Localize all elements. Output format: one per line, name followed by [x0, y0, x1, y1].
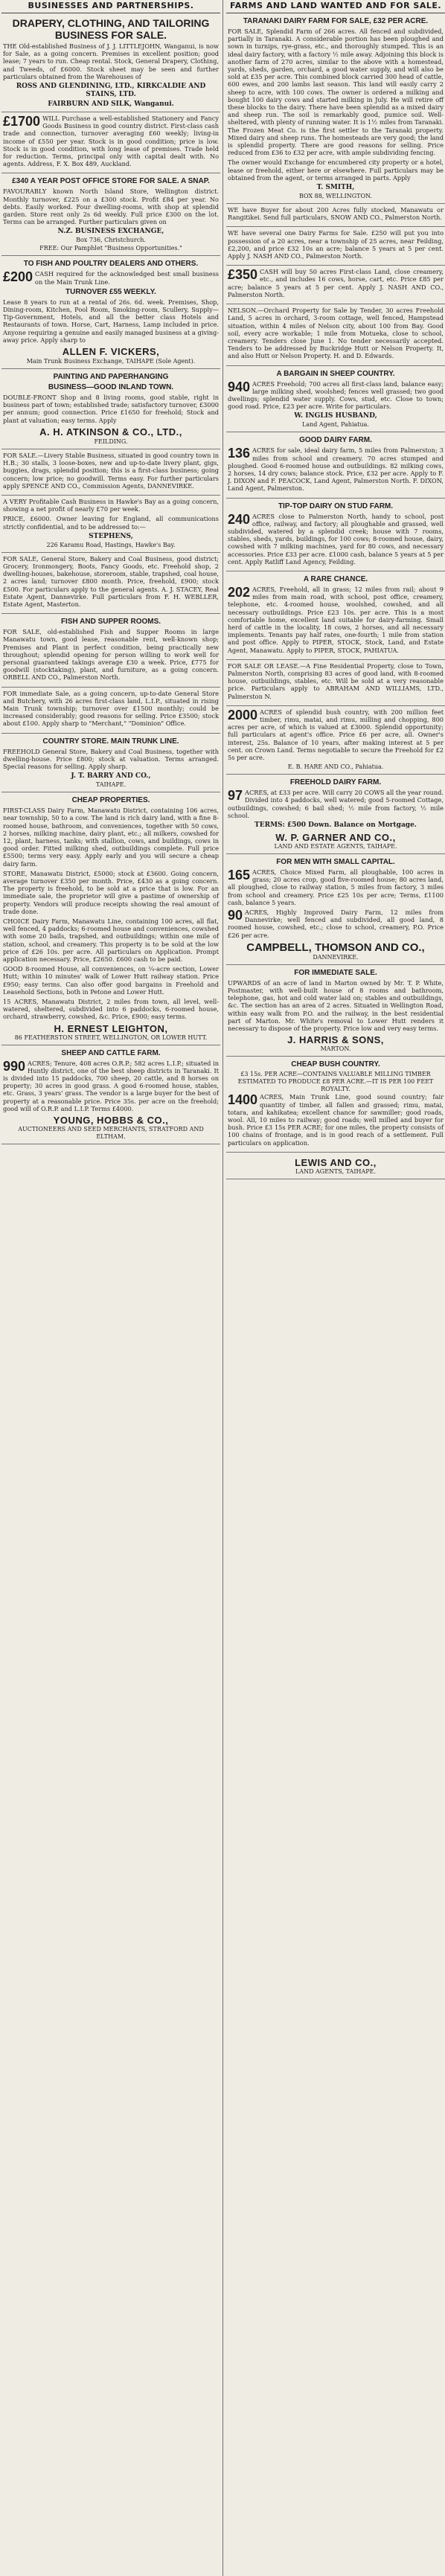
ad-title: GOOD DAIRY FARM.	[299, 436, 372, 445]
ad-drapery	[1, 13, 220, 112]
ad-body: UPWARDS of an acre of land in Marton owned by Mr. T. P. White, Postmaster, with well-built house of 8 rooms and bathroom, telephone, gas, hot and cold water laid on; stables and outbuildings, &c. The section has an area of 2 acres. Situated in Wellington Road, within easy walk from P.O. and the railway, in the best residential part of Marton. Mr. White's removal to Lower Hutt renders it necessary to dispose of the property. Price low and very easy terms.	[228, 978, 444, 1033]
ad-body: ACRES, Choice Mixed Farm, all ploughable, 100 acres in grass; 20 acres crop, good five-roomed house; 80 acres land, all ploughed, close to railway station, 5 miles from factory, 3 miles from school and creamery. Price £25 10s per acre; Terms, £1100 cash, balance 5 years.	[228, 868, 444, 906]
ad-body: FOR SALE OR LEASE.—A Fine Residential Property, close to Town, Palmerston North, comprising 83 acres of good land, with 8-roomed house, outbuildings, stables, etc. Will be sold at a very reasonable price. Particulars apply to ABRAHAM AND WILLIAMS, LTD., Palmerston N.	[228, 661, 444, 700]
ad-amount: 1400	[228, 1092, 258, 1108]
ad-body: WILL Purchase a well-established Stationery and Fancy Goods Business in good country district. First-class cash trade and connection, turnover averaging £60 weekly; living-in income of £550 per year. Stock is in good condition; price is low. Stock is in good condition, with long lease of premises. Trade held for reduction. Terms, principal only with capital dealt with. No agents. Address, F. X. Box 489, Auckland.	[3, 115, 219, 168]
ad-title: SHEEP AND CATTLE FARM.	[61, 1048, 161, 1057]
ad-note: FREE: Our Pamphlet "Business Opportunities."	[39, 245, 182, 252]
ad-immediate-sale	[226, 965, 445, 1057]
ad-body: STORE, Manawatu District, £5000; stock at £3600. Going concern, average turnover £350 per month. Price, £430 as a going concern. The property is freehold, to be sold at a price that is low. For an immediate sale, the proprietor will give a pastime of ownership of property. Vendors will produce receipts showing the real amount of trade done.	[3, 869, 219, 915]
ad-firm: FAIRBURN AND SILK, Wanganui.	[48, 100, 174, 109]
ad-title: FISH AND SUPPER ROOMS.	[60, 618, 161, 627]
ad-stationery	[1, 112, 220, 173]
ad-body: FAVOURABLY known North Island Store, Wellington district. Monthly turnover, £225 on a £300 stock. Profit £84 per year. No debts. Easily worked. Four dwelling-rooms, with shop at splendid garden. Store rent only 2s 6d weekly. Full price £300 on the lot. Terms can be arranged. Further particulars given on	[3, 188, 219, 226]
ad-title: TO FISH AND POULTRY DEALERS AND OTHERS.	[23, 260, 199, 269]
ad-firm: H. ERNEST LEIGHTON,	[54, 1022, 168, 1034]
ad-address: 86 FEATHERSTON STREET, WELLINGTON, OR LOWER HUTT.	[14, 1034, 208, 1041]
ad-good-dairy	[226, 432, 445, 498]
ad-firm: STEPHENS,	[89, 532, 133, 540]
ad-address: TAIHAPE.	[95, 781, 127, 789]
right-column	[226, 0, 445, 2576]
ad-body: WE have several one Dairy Farms for Sale. £250 will put you into possession of a 20 acres, near a township of 25 acres, near Feilding, £2,200, and price £32 10s an acre; balance 5 years at 5 per cent. Apply J. NASH AND CO., Palmerston North.	[228, 229, 444, 260]
ad-title: TARANAKI DAIRY FARM FOR SALE, £32 PER ACRE.	[243, 17, 429, 25]
ad-address: Main Trunk Business Exchange, TAIHAPE (Sole Agent).	[26, 358, 196, 365]
ad-body: CASH will buy 50 acres First-class Land, close creamery, etc., and includes 16 cows, horse, cart, etc. Price £85 per acre; balance 5 years at 5 per cent. Apply J. NASH AND CO., Palmerston North.	[228, 268, 444, 298]
ad-body: ACRES Freehold; 700 acres all first-class land, balance easy; large milking shed, woolshed; fences well grassed; two good dwellings; splendid water supply. Cows, stud, etc. Close to town; good road. Price, £23 per acre. Write for particulars.	[228, 379, 444, 411]
ad-cheap-bush	[226, 1057, 445, 1152]
ad-body: A VERY Profitable Cash Business in Hawke's Bay as a going concern, showing a net profit of nearly £70 per week.	[3, 497, 219, 513]
ad-title: FOR IMMEDIATE SALE.	[294, 968, 377, 977]
ad-title: A RARE CHANCE.	[303, 574, 368, 583]
ad-body: FREEHOLD General Store, Bakery and Coal Business, together with dwelling-house. Price £800; stock at valuation. Terms arranged. Special reasons for selling. Apply sharp.	[3, 747, 219, 770]
ad-amount: 2000	[228, 707, 258, 723]
ad-firm: E. B. HARE AND CO., Pahiatua.	[287, 763, 384, 771]
ad-firm: LEWIS AND CO.,	[295, 1156, 377, 1168]
ad-body: PRICE, £6000. Owner leaving for England, all communications strictly confidential, and to be addressed to:—	[3, 515, 219, 531]
ad-title: CHEAP BUSH COUNTRY.	[291, 1060, 380, 1069]
ad-country-store	[1, 734, 220, 793]
ad-title: A BARGAIN IN SHEEP COUNTRY.	[276, 369, 395, 378]
ad-firm: ALLEN F. VICKERS,	[62, 346, 160, 358]
ad-subtitle: BUSINESS—GOOD INLAND TOWN.	[48, 383, 174, 392]
ad-address: MARTON.	[320, 1045, 351, 1053]
ad-amount: 990	[3, 1058, 26, 1074]
left-column	[1, 0, 220, 2576]
ad-address: LAND AGENTS, TAIHAPE.	[295, 1167, 377, 1175]
ad-lewis	[226, 1153, 445, 1179]
ad-title: PAINTING AND PAPERHANGING	[53, 373, 169, 382]
ad-title: CHEAP PROPERTIES.	[71, 796, 150, 805]
ad-amount: 97	[228, 788, 243, 804]
ad-firm: YOUNG, HOBBS & CO.,	[53, 1115, 169, 1127]
ad-nelson-orchard	[226, 304, 445, 365]
section-heading-farms: FARMS AND LAND WANTED AND FOR SALE.	[226, 0, 445, 13]
ad-body: The owner would Exchange for encumbered city property or a hotel, lease or freehold, either here or elsewhere. Full particulars may be obtained from the agent, or terms arranged in parts. Apply	[228, 158, 444, 182]
ad-title: TIP-TOP DAIRY ON STUD FARM.	[278, 502, 394, 510]
ad-address: 226 Karamu Road, Hastings, Hawke's Bay.	[46, 541, 176, 548]
ad-body: Lease 8 years to run at a rental of 26s. 6d. week. Premises, Shop, Dining-room, Kitchen, Pool Room, Smoking-room, Scullery, Supply—Tip-Government, Hotels, and all the better class Hotels and Restaurants of town. Horse, Cart, Harness, Lamp included in price. Anyone requiring a genuine and easily managed business at a giving-away price. Apply sharp to	[3, 298, 219, 344]
ad-address: DANNEVIRKE.	[313, 953, 359, 961]
ad-turnover: TURNOVER £55 WEEKLY.	[65, 287, 156, 296]
ad-address: LAND AND ESTATE AGENTS, TAIHAPE.	[274, 843, 397, 850]
ad-amount: 165	[228, 868, 251, 883]
ad-address: Land Agent, Pahiatua.	[302, 421, 369, 429]
ad-firm: W. INGLIS HUSBAND,	[294, 412, 377, 420]
ad-firm: CAMPBELL, THOMSON AND CO.,	[246, 941, 425, 954]
ad-body: FOR SALE, Splendid Farm of 266 acres. All fenced and subdivided, partially in Taranaki. A considerable portion has been ploughed and sown in turnips, rye-grass, etc., and thoroughly stumped. This is an ideal dairy factory, with a factory ½ mile away. Adjoining this block is another farm of 270 acres, similar to the above with a homestead, yards, sheds, garden, orchard, a good water supply, and will also be sold at £35 per acre. This combined block carried 300 head of cattle, 600 ewes, and 200 lambs last season. This land will easily carry 2 sheep to acre, with 100 cows. The owner is ordered a milking and bought 100 dairy cows and started milking in July. He will retire off these blocks to the dairy. There have been splendid as a mixed dairy and sheep run. The soil is remarkably good, pumice soil. Well-sheltered, with plenty of running water. It is 1½ miles from Taranaki. The Frozen Meat Co. is the first settler to the Taranaki property. Mixed dairy and sheep runs. The homesteads are very good; the land is splendid property. There are good reasons for selling. Price reduced from £36 to £32 per acre, with ample subdividing fencing.	[228, 28, 444, 157]
ad-body: FOR SALE, General Store, Bakery and Coal Business, good district; Grocery, Ironmongery, Boots, Fancy Goods, etc. Freehold shop, 2 dwelling-houses, bakehouse, storeroom, stable, trapshed, coal house, 2 acres land; turnover £800 month. Price, freehold, £900; stock £500. For particulars apply to the general agents. A. J. STACEY, Real Estate Agent, Dannevirke. Full particulars from F. H. WEBLLER, Estate Agent, Masterton.	[3, 554, 219, 608]
ad-fish-poultry	[1, 256, 220, 369]
ad-amount: 90	[228, 908, 243, 923]
ad-amount: 940	[228, 379, 251, 394]
ad-subtitle: £3 15s. PER ACRE—CONTAINS VALUABLE MILLING TIMBER ESTIMATED TO PRODUCE £8 PER ACRE.—IT IS PER 100 FEET ROYALTY.	[237, 1071, 434, 1093]
ad-title: FOR MEN WITH SMALL CAPITAL.	[276, 858, 395, 867]
ad-body: ACRES, Main Trunk Line, good sound country; fair quantity of timber, all fallen and grassed; rimu, matai, totara, and kahikatea; excellent chance for sawmiller; good roads, wool. All, 10 miles to railway; good roads; well milled and buyer for bush. Price £3 15s PER ACRE; for one miles, the property consists of 100 chains of frontage, and is in good reach of a settlement. Full particulars on application.	[228, 1093, 444, 1147]
ad-firm: T. SMITH,	[316, 184, 355, 192]
ad-firm: J. HARRIS & SONS,	[287, 1034, 384, 1046]
ad-painting	[1, 369, 220, 449]
ad-body: WE have Buyer for about 200 Acres fully stocked, Manawatu or Rangitikei. Send full particulars, SNOW AND CO., Palmerston North.	[228, 206, 444, 222]
ad-body: ACRES, Highly Improved Dairy Farm, 12 miles from Dannevirke; well fenced and subdivided, all good land, 8 roomed house, cowshed, etc.; close to school, creamery, P.O. Price £26 per acre.	[228, 909, 444, 939]
ad-freehold-dairy	[226, 775, 445, 854]
ad-amount: 202	[228, 584, 251, 600]
ad-amount: £350	[228, 267, 258, 283]
ad-body: CASH required for the acknowledged best small business on the Main Trunk Line.	[35, 270, 219, 286]
ad-firm: J. T. BARRY AND CO.,	[71, 772, 151, 781]
ad-fish-supper	[1, 614, 220, 687]
ad-sheep-cattle	[1, 1045, 220, 1144]
ad-tiptop-dairy	[226, 499, 445, 571]
ad-body: ACRES, at £33 per acre. Will carry 20 COWS all the year round. Divided into 4 paddocks, well watered; good 5-roomed Cottage, outbuildings, cowshed; 6 bail shed; ½ mile from factory, ½ mile school.	[228, 789, 444, 819]
ad-sheep-bargain	[226, 366, 445, 433]
ad-body: FOR immediate Sale, as a going concern, up-to-date General Store and Butchery, with 26 acres first-class land, L.I.P., situated in rising Main Trunk township; turnover over £1500 monthly; could be increased considerably; good reasons for selling. Price £3500; stock about £100. Apply sharp to "Merchant," "Dominion" Office.	[3, 689, 219, 728]
ad-sale-or-lease	[226, 660, 445, 706]
ad-address: AUCTIONEERS AND SEED MERCHANTS, STRATFORD AND ELTHAM.	[18, 1126, 204, 1141]
ad-title: FREEHOLD DAIRY FARM.	[289, 778, 382, 787]
ad-terms: TERMS: £500 Down. Balance on Mortgage.	[254, 821, 417, 830]
ad-several-farms	[226, 227, 445, 266]
ad-amount: £200	[3, 269, 33, 285]
ad-livery-stable	[1, 449, 220, 496]
ad-cheap-properties	[1, 792, 220, 1045]
ad-body: GOOD 8-roomed House, all conveniences, on ¼-acre section, Lower Hutt; within 10 minutes' walk of Lower Hutt railway station. Price £950; easy terms. Can also offer good bargains in Freehold and Leasehold Sections, both in Petone and Lower Hutt.	[3, 965, 219, 996]
ad-general-store	[1, 553, 220, 614]
ad-body: DOUBLE-FRONT Shop and 8 living rooms, good stable, right in business part of town; established trade; satisfactory turnover, £3000 per annum; good connection. Price £1650 for freehold; Stock and plant at valuation; easy terms. Apply	[3, 394, 219, 424]
ad-firm: ROSS AND GLENDINING, LTD., KIRKCALDIE AND STAINS, LTD.	[16, 83, 206, 99]
ad-buyer-wanted	[226, 204, 445, 227]
ad-body: FOR SALE.—Livery Stable Business, situated in good country town in H.B.; 30 stalls, 3 loose-boxes, new and up-to-date livery plant, gigs, buggies, drags, splendid position; this is a first-class business; going concern; low price; no goodwill. Terms easy. For further particulars apply SPENCE AND CO., Commission Agents, DANNEVIRKE.	[3, 451, 219, 490]
ad-body: CHOICE Dairy Farm, Manawatu Line, containing 100 acres, all flat, well fenced, 4 paddocks; 6-roomed house and conveniences, cowshed with some 20 bails, trapshed, and outbuildings; within one mile of station, school, and creamery. This property is to be sold at the low price of £26 10s. per acre. All particulars on Application. Prompt application necessary. Price, £2650. £600 cash to be paid.	[3, 917, 219, 964]
ad-firm: W. P. GARNER AND CO.,	[275, 832, 396, 844]
ad-cash-350	[226, 266, 445, 304]
ad-amount: 136	[228, 446, 251, 461]
ad-store-butchery	[1, 688, 220, 734]
ad-body: ACRES close to Palmerston North, handy to school, post office, railway, and factory; all ploughable and grassed, well subdivided, watered by a splendid creek; house with 7 rooms, stables, sheds, yards, buildings, for 100 cows; 8-roomed house, dairy, cowshed with 7 milking machines, yard for 80 cows, and necessary accessories. Price £33 per acre. £1000 cash, balance 5 years at 5 per cent. Apply Ratliff Land Agency, Feilding.	[228, 512, 444, 565]
ad-rare-chance	[226, 571, 445, 660]
ad-title: DRAPERY, CLOTHING, AND TAILORING BUSINESS FOR SALE.	[12, 17, 210, 41]
ad-amount: 240	[228, 511, 251, 527]
ad-address: BOX 88, WELLINGTON.	[298, 193, 373, 200]
ad-body: ACRES, Freehold, all in grass; 12 miles from rail; about 9 miles from main road, with school, post office, creamery, telephone, etc. 4-roomed house, woolshed, cowshed, and all necessary outbuildings. Price £23 10s. per acre. This is a most comfortable home, excellent land suitable for dairy-farming. Small herd of cattle in the locality, 18 cows, 2 horses, and all necessary implements. Tenants pay half rates, one-fourth; 1 mile from station and post office. Apply to PIPER, STOCK, Stock, Land, and Estate Agent, Manawatu. Apply to PIPER, STOCK, PAHIATUA.	[228, 585, 444, 654]
ad-firm: N.Z. BUSINESS EXCHANGE,	[57, 228, 164, 236]
ad-post-office-store	[1, 173, 220, 256]
ad-body: NELSON.—Orchard Property for Sale by Tender, 30 acres Freehold Land, 5 acres in orchard, 3-room cottage, well fenced, Hampstead situation, within 4 miles of Nelson city, about 100 from Bay. Good soil, every acre workable; 1 mile from Motueka, close to school, creamery. Tenders close June 1. No tender necessarily accepted. Tenders to be addressed by Buckridge Hutt or Nelson Property. It, and also Hutt or Nelson Property. H. and D. Edwards.	[228, 307, 444, 360]
column-rule	[222, 0, 223, 2576]
ad-body: ACRES for sale, ideal dairy farm, 5 miles from Palmerston; 3 miles from school and creamery. 70 acres stumped and ploughed. Good 6-roomed house and outbuildings. 82 milking cows, 2 horses, 14 dry cows; balance stock. Price, £32 per acre. Apply to F. J. DIXON and F. PEACOCK, Land Agent, Palmerston North. F. DIXON, Land Agent, Palmerston.	[228, 446, 444, 493]
ad-address: FEILDING.	[94, 438, 128, 445]
ad-body: 15 ACRES, Manawatu District, 2 miles from town, all level, well-watered, sheltered, subdivided into 6 paddocks, 6-roomed house, orchard, strawberry, cowshed, &c. Price, £900; easy terms.	[3, 998, 219, 1021]
ad-firm: A. H. ATKINSON & CO., LTD.,	[39, 426, 182, 438]
ad-amount: £1700	[3, 114, 41, 129]
ad-small-capital	[226, 854, 445, 965]
ad-title: £340 A YEAR POST OFFICE STORE FOR SALE. A SNAP.	[12, 177, 210, 186]
ad-body: THE Old-established Business of J. J. LITTLEJOHN, Wanganui, is now for Sale, as a going concern. Premises in excellent position; good lease; 7 years to run. Cheap rental. Stock, General Drapery, Clothing, and Tweeds, of £6000. Stock sheet may be seen and further particulars obtained from the Warehouses of	[3, 42, 219, 80]
ad-body: ACRES; Tenure, 408 acres O.R.P.; 582 acres L.I.P.; situated in Huntly district, one of the best sheep districts in Taranaki. It is divided into 15 paddocks, 700 sheep, 20 cattle, and 8 horses on property; 30 acres in good grass. A good 6-roomed house, stables, etc. Grass, 3 years' grass. The vendor is a large buyer for the best of property at a reasonable price. Price 35s. per acre on the freehold; good will of O.R.P. and L.I.P. Terms £4000.	[3, 1059, 219, 1112]
ad-bush-2000	[226, 706, 445, 775]
ad-address: Box 736, Christchurch.	[76, 237, 146, 244]
ad-body: FIRST-CLASS Dairy Farm, Manawatu District, containing 106 acres, near township, 50 to a cow. The land is rich dairy land, with a fine 8-roomed house, bathroom, and conveniences, together with 50 cows, 2 horses, milking machine, dairy plant, etc.; all milkers, cowshed for 12, plant, harness, tanks; with stallion, cows, and buildings, cows in good order. Fitted milking shed, outbuildings complete. Full price £5500; terms very easy. Apply early and you will secure a cheap dairy farm.	[3, 807, 219, 868]
ad-body: FOR SALE, old-established Fish and Supper Rooms in large Manawatu town, good lease, reasonable rent, well-known shop; Premises and Plant in perfect condition, being practically new throughout; splendid opening for person willing to work well for personal guaranteed takings average £30 a week. Price, £775 for goodwill (stocktaking), plant, and furniture, as a going concern. ORBELL AND CO., Palmerston North.	[3, 628, 219, 682]
ad-cash-business	[1, 496, 220, 553]
section-heading-businesses: BUSINESSES AND PARTNERSHIPS.	[1, 0, 220, 13]
ad-taranaki-dairy	[226, 13, 445, 204]
ad-body: ACRES of splendid bush country, with 200 million feet timber, rimu, matai, and rimu, milling and chopping, 800 acres per acre, of which is valued at £3000. Splendid opportunity; full particulars at agent's office. Price £6 per acre, all. Owner's interest, 25s. Balance of 10 years, after making interest at 5 per cent. on Crown Land. Terms negotiable to secure the Freehold for £2 5s per acre.	[228, 708, 444, 762]
ad-title: COUNTRY STORE. MAIN TRUNK LINE.	[42, 737, 179, 746]
